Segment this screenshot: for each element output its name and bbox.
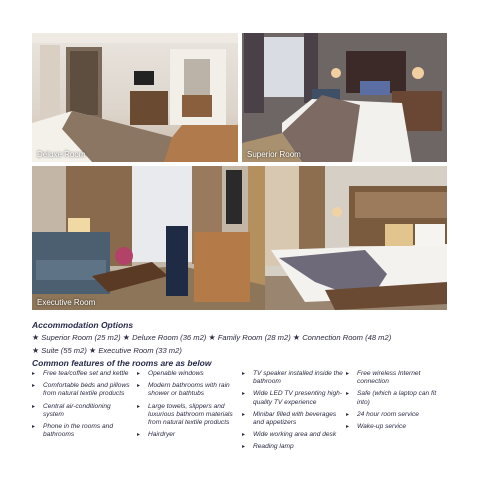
- accommodation-options-line-1: [32, 333, 391, 342]
- room-option: Suite (55 m2): [41, 346, 87, 355]
- feature-item: ▸ Comfortable beds and pillows from natural textile products: [32, 382, 132, 398]
- room-option: Executive Room (33 m2): [98, 346, 182, 355]
- feature-item: ▸ Wide working area and desk: [242, 431, 348, 439]
- feature-item: ▸ Free wireless Internet connection: [346, 370, 448, 386]
- feature-item: ▸ Wake-up service: [346, 423, 448, 431]
- room-option: Superior Room (25 m2): [41, 333, 121, 342]
- feature-item: ▸ Hairdryer: [137, 431, 235, 439]
- star-icon: ★: [32, 333, 40, 342]
- features-column-1: [32, 370, 132, 443]
- star-icon: ★: [122, 333, 130, 342]
- feature-item: ▸ Minibar filled with beverages and appetizers: [242, 411, 348, 427]
- feature-item: ▸ Reading lamp: [242, 443, 348, 451]
- bedroom-illustration: [265, 166, 447, 310]
- features-column-3: [242, 370, 348, 456]
- star-icon: ★: [32, 346, 40, 355]
- features-column-2: [137, 370, 235, 443]
- feature-item: ▸ Wide LED TV presenting high-quality TV experience: [242, 390, 348, 406]
- feature-item: ▸ Safe (which a laptop can fit into): [346, 390, 448, 406]
- executive-room-illustration: [32, 166, 268, 310]
- room-option: Deluxe Room (36 m2): [132, 333, 207, 342]
- room-option: Connection Room (48 m2): [302, 333, 392, 342]
- common-features-title: Common features of the rooms are as below: [32, 358, 212, 368]
- deluxe-room-illustration: [32, 33, 238, 162]
- feature-item: ▸ Modern bathrooms with rain shower or bathtubs: [137, 382, 235, 398]
- star-icon: ★: [208, 333, 216, 342]
- feature-item: ▸ 24 hour room service: [346, 411, 448, 419]
- accommodation-options-title: Accommodation Options: [32, 320, 134, 330]
- deluxe-room-caption: Deluxe Room: [37, 150, 86, 159]
- features-column-4: [346, 370, 448, 435]
- bedroom-photo: [265, 166, 447, 310]
- accommodation-options-line-2: [32, 346, 182, 355]
- superior-room-photo: [242, 33, 447, 162]
- executive-room-photo: [32, 166, 268, 310]
- feature-item: ▸ Free tea/coffee set and kettle: [32, 370, 132, 378]
- superior-room-illustration: [242, 33, 447, 162]
- feature-item: ▸ Large towels, slippers and luxurious bathroom materials from natural textile products: [137, 403, 235, 428]
- feature-item: ▸ TV speaker installed inside the bathroom: [242, 370, 348, 386]
- deluxe-room-photo: [32, 33, 238, 162]
- executive-room-caption: Executive Room: [37, 298, 96, 307]
- feature-item: ▸ Phone in the rooms and bathrooms: [32, 423, 132, 439]
- star-icon: ★: [89, 346, 97, 355]
- star-icon: ★: [292, 333, 301, 342]
- superior-room-caption: Superior Room: [247, 150, 301, 159]
- feature-item: ▸ Openable windows: [137, 370, 235, 378]
- room-option: Family Room (28 m2): [217, 333, 291, 342]
- feature-item: ▸ Central air-conditioning system: [32, 403, 132, 419]
